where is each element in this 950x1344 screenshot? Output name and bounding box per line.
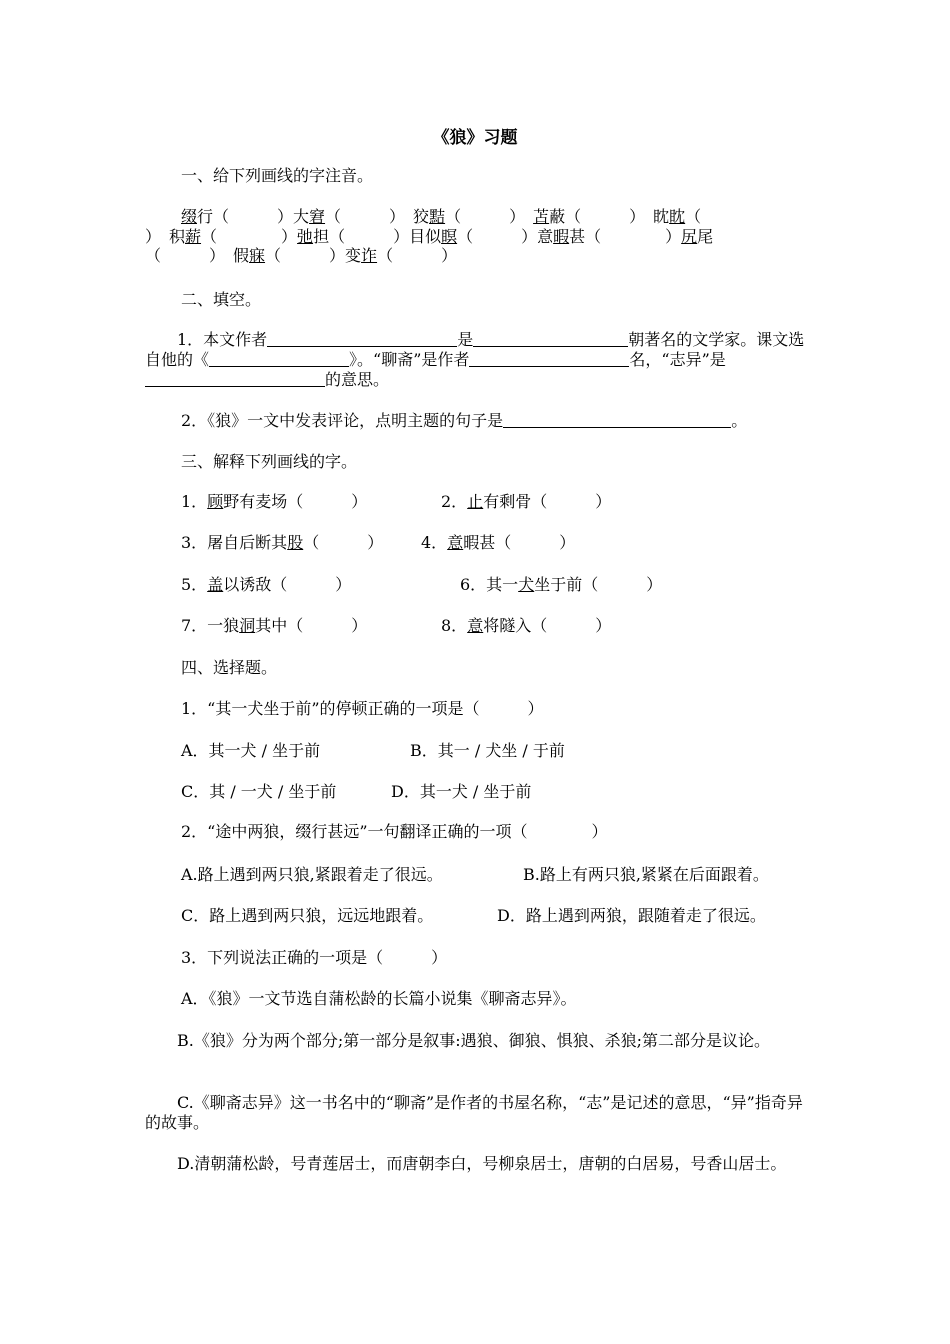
underlined-char: 黠	[429, 207, 446, 226]
fill-question-1: 1．本文作者 是 朝著名的文学家。课文选自他的《 》。“聊斋”是作者 名，“志异”是的意思。	[145, 330, 805, 389]
fill-question-2: 2．《狼》一文中发表评论，点明主题的句子是 。	[181, 411, 748, 430]
option-a[interactable]: A．《狼》一文节选自蒲松龄的长篇小说集《聊斋志异》。	[181, 989, 577, 1008]
underlined-char: 寐	[249, 246, 266, 265]
option-d[interactable]: D．路上遇到两狼，跟随着走了很远。	[497, 906, 766, 925]
choice-question-3: 3．下列说法正确的一项是（ ）	[181, 948, 448, 967]
section4-heading: 四、选择题。	[181, 658, 278, 677]
choice-q3-option-d[interactable]: D.清朝蒲松龄，号青莲居士，而唐朝李白，号柳泉居士，唐朝的白居易，号香山居士。	[177, 1154, 787, 1173]
choice-q3-option-a	[145, 989, 825, 1009]
worksheet-page: 《狼》习题 一、给下列画线的字注音。 缀行（ ）大窘（ ） 狡黠（ ） 苫蔽（ ） 眈眈（ ） 积薪（ ）弛担（ ）目似瞑（ ）意暇甚（ ）尻尾 （ ） 假寐（ ）变诈（ ） 二、填空。 1．本文作者 是 朝著名的文学家。课文选自他的《 》。“聊斋”是作者 名，“志异”是的意思。 2．《狼》一文中发表评论，点明主题的句子是 。 三、解释下列画线的字。 1．顾野有麦场（ ） 2．止有剩骨（ ） 3．屠自后断其股（ ） 4．意暇甚（ ） 5．盖以诱敌（ ） 6．其一犬坐于前（ ） 7．一狼洞其中（ ） 8．意将隧入（ ） 四、选择题。 1．“其一犬坐于前”的停顿正确的一项是（ ） A．其一犬 / 坐于前 B．其一 / 犬坐 / 于前 C．其 / 一犬 / 坐于前 D．其一犬 / 坐于前 2．“途中两狼，缀行甚远”一句翻译正确的一项（ ） A.路上遇到两只狼,紧跟着走了很远。 B.路上有两只狼,紧紧在后面跟着。 C．路上遇到两只狼，远远地跟着。 D．路上遇到两狼，跟随着走了很远。 3．下列说法正确的一项是（ ） A．《狼》一文节选自蒲松龄的长篇小说集《聊斋志异》。 B.《狼》分为两个部分;第一部分是叙事:遇狼、御狼、惧狼、杀狼;第二部分是议论。 C.《聊斋志异》这一书名中的“聊斋”是作者的书屋名称，“志”是记述的意思，“异”指奇异的故事。 D.清朝蒲松龄，号青莲居士，而唐朝李白，号柳泉居士，唐朝的白居易，号香山居士。	[0, 0, 950, 1344]
answer-blank[interactable]	[267, 330, 457, 347]
page-title: 《狼》习题	[432, 128, 518, 148]
answer-blank[interactable]	[473, 330, 628, 347]
underlined-char: 洞	[239, 616, 256, 635]
choice-question-1: 1．“其一犬坐于前”的停顿正确的一项是（ ）	[181, 699, 544, 718]
choice-q3-option-c[interactable]: C.《聊斋志异》这一书名中的“聊斋”是作者的书屋名称，“志”是记述的意思，“异”指奇异的故事。	[145, 1093, 803, 1132]
underlined-char: 犬	[518, 575, 535, 594]
underlined-char: 诈	[361, 246, 378, 265]
pinyin-row-1: 缀行（ ）大窘（ ） 狡黠（ ） 苫蔽（ ） 眈眈（	[181, 207, 702, 226]
underlined-char: 薪	[185, 227, 202, 246]
answer-blank[interactable]	[469, 350, 629, 367]
pinyin-row-2: ） 积薪（ ）弛担（ ）目似瞑（ ）意暇甚（ ）尻尾	[145, 227, 714, 246]
underlined-char: 弛	[297, 227, 314, 246]
underlined-char: 股	[287, 533, 304, 552]
underlined-char: 意	[447, 533, 464, 552]
option-d[interactable]: D．其一犬 / 坐于前	[391, 782, 532, 801]
underlined-char: 眈	[669, 207, 686, 226]
answer-blank[interactable]	[503, 411, 731, 428]
section3-heading: 三、解释下列画线的字。	[181, 452, 358, 471]
option-a[interactable]: A．其一犬 / 坐于前	[181, 741, 321, 760]
underlined-char: 暇	[553, 227, 570, 246]
underlined-char: 尻	[681, 227, 698, 246]
underlined-char: 瞑	[441, 227, 458, 246]
section2-heading: 二、填空。	[181, 290, 262, 309]
choice-question-2: 2．“途中两狼，缀行甚远”一句翻译正确的一项（ ）	[181, 822, 608, 841]
underlined-char: 顾	[207, 492, 224, 511]
underlined-char: 缀	[181, 207, 198, 226]
answer-blank[interactable]	[145, 370, 325, 387]
option-b[interactable]: B．其一 / 犬坐 / 于前	[410, 741, 565, 760]
option-c[interactable]: C．其 / 一犬 / 坐于前	[181, 782, 337, 801]
pinyin-row-3: （ ） 假寐（ ）变诈（ ）	[145, 246, 458, 265]
underlined-char: 意	[467, 616, 484, 635]
section1-heading: 一、给下列画线的字注音。	[181, 166, 374, 185]
option-a[interactable]: A.路上遇到两只狼,紧跟着走了很远。	[181, 865, 443, 884]
underlined-char: 苫	[533, 207, 550, 226]
underlined-char: 止	[467, 492, 484, 511]
option-b[interactable]: B.路上有两只狼,紧紧在后面跟着。	[523, 865, 769, 884]
underlined-char: 盖	[207, 575, 224, 594]
choice-q3-option-b[interactable]: B.《狼》分为两个部分;第一部分是叙事:遇狼、御狼、惧狼、杀狼;第二部分是议论。	[177, 1031, 771, 1050]
option-c[interactable]: C．路上遇到两只狼，远远地跟着。	[181, 906, 434, 925]
underlined-char: 窘	[309, 207, 326, 226]
answer-blank[interactable]	[209, 350, 349, 367]
